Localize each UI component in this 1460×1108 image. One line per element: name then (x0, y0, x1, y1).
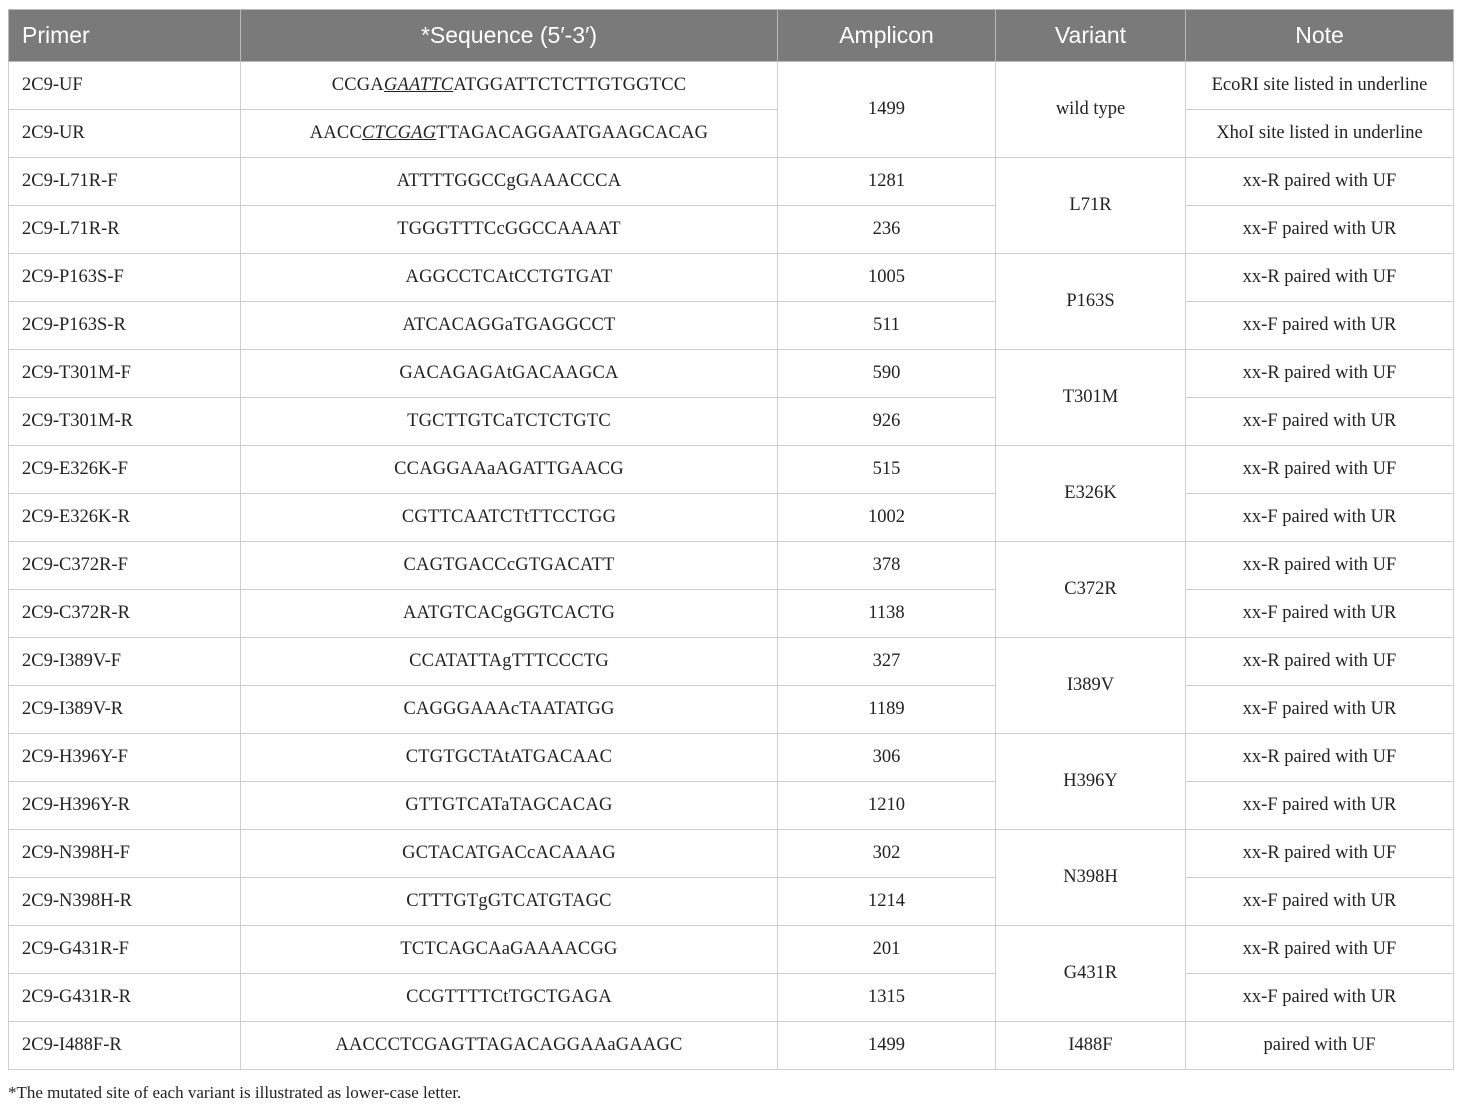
primer-cell: 2C9-UR (9, 110, 241, 158)
table-row (9, 398, 1454, 446)
primer-cell: 2C9-C372R-F (9, 542, 241, 590)
amplicon-cell: 1315 (778, 974, 996, 1022)
table-row (9, 494, 1454, 542)
primer-cell: 2C9-L71R-F (9, 158, 241, 206)
note-cell: xx-R paired with UF (1186, 446, 1454, 494)
table-row (9, 254, 1454, 302)
note-cell: EcoRI site listed in underline (1186, 62, 1454, 110)
sequence-prefix: CCGA (331, 75, 384, 95)
primer-cell: 2C9-N398H-F (9, 830, 241, 878)
variant-cell: I488F (996, 1022, 1186, 1070)
amplicon-cell: 201 (778, 926, 996, 974)
variant-cell: I389V (996, 638, 1186, 734)
sequence-cell: TGGGTTTCcGGCCAAAAT (241, 206, 778, 254)
amplicon-cell: 306 (778, 734, 996, 782)
note-cell: xx-F paired with UR (1186, 974, 1454, 1022)
note-cell: XhoI site listed in underline (1186, 110, 1454, 158)
sequence-cell: TCTCAGCAaGAAAACGG (241, 926, 778, 974)
sequence-cell: ATTTTGGCCgGAAACCCA (241, 158, 778, 206)
table-row (9, 206, 1454, 254)
amplicon-cell: 590 (778, 350, 996, 398)
primer-cell: 2C9-P163S-F (9, 254, 241, 302)
amplicon-cell: 1138 (778, 590, 996, 638)
amplicon-cell: 327 (778, 638, 996, 686)
note-cell: paired with UF (1186, 1022, 1454, 1070)
amplicon-cell: 1499 (778, 1022, 996, 1070)
sequence-cell: CAGGGAAAcTAATATGG (241, 686, 778, 734)
restriction-site: GAATTC (383, 75, 454, 95)
table-row (9, 638, 1454, 686)
variant-cell: N398H (996, 830, 1186, 926)
amplicon-cell: 302 (778, 830, 996, 878)
sequence-cell: CTGTGCTAtATGACAAC (241, 734, 778, 782)
primer-cell: 2C9-T301M-F (9, 350, 241, 398)
amplicon-cell: 1002 (778, 494, 996, 542)
table-row (9, 542, 1454, 590)
sequence-suffix: TTAGACAGGAATGAAGCACAG (436, 123, 709, 143)
primer-cell: 2C9-I389V-F (9, 638, 241, 686)
sequence-cell: GTTGTCATaTAGCACAG (241, 782, 778, 830)
variant-cell: C372R (996, 542, 1186, 638)
primer-table (8, 9, 1454, 1070)
header-note: Note (1186, 10, 1454, 62)
primer-cell: 2C9-N398H-R (9, 878, 241, 926)
note-cell: xx-F paired with UR (1186, 206, 1454, 254)
sequence-suffix: ATGGATTCTCTTGTGGTCC (453, 75, 687, 95)
sequence-cell: AACCCTCGAGTTAGACAGGAAaGAAGC (241, 1022, 778, 1070)
note-cell: xx-F paired with UR (1186, 878, 1454, 926)
note-cell: xx-R paired with UF (1186, 158, 1454, 206)
primer-cell: 2C9-H396Y-F (9, 734, 241, 782)
note-cell: xx-R paired with UF (1186, 254, 1454, 302)
note-cell: xx-F paired with UR (1186, 782, 1454, 830)
table-row (9, 782, 1454, 830)
sequence-cell: CGTTCAATCTtTTCCTGG (241, 494, 778, 542)
amplicon-cell: 236 (778, 206, 996, 254)
note-cell: xx-R paired with UF (1186, 542, 1454, 590)
amplicon-cell: 1214 (778, 878, 996, 926)
variant-cell: wild type (996, 62, 1186, 158)
note-cell: xx-F paired with UR (1186, 494, 1454, 542)
primer-cell: 2C9-UF (9, 62, 241, 110)
variant-cell: P163S (996, 254, 1186, 350)
table-row (9, 974, 1454, 1022)
note-cell: xx-R paired with UF (1186, 830, 1454, 878)
note-cell: xx-R paired with UF (1186, 926, 1454, 974)
table-row (9, 830, 1454, 878)
header-primer: Primer (9, 10, 241, 62)
sequence-cell: CCATATTAgTTTCCCTG (241, 638, 778, 686)
table-row (9, 62, 1454, 110)
amplicon-cell: 1005 (778, 254, 996, 302)
amplicon-cell: 378 (778, 542, 996, 590)
primer-cell: 2C9-G431R-F (9, 926, 241, 974)
table-row (9, 110, 1454, 158)
sequence-cell: AATGTCACgGGTCACTG (241, 590, 778, 638)
sequence-cell (241, 110, 778, 158)
variant-cell: G431R (996, 926, 1186, 1022)
sequence-cell: CAGTGACCcGTGACATT (241, 542, 778, 590)
table-row (9, 350, 1454, 398)
variant-cell: L71R (996, 158, 1186, 254)
note-cell: xx-R paired with UF (1186, 638, 1454, 686)
restriction-site: CTCGAG (362, 123, 437, 143)
table-row (9, 1022, 1454, 1070)
header-amplicon: Amplicon (778, 10, 996, 62)
sequence-cell: GCTACATGACcACAAAG (241, 830, 778, 878)
amplicon-cell: 511 (778, 302, 996, 350)
variant-cell: E326K (996, 446, 1186, 542)
table-row (9, 734, 1454, 782)
table-row (9, 686, 1454, 734)
header-row (9, 10, 1454, 62)
sequence-cell: CCAGGAAaAGATTGAACG (241, 446, 778, 494)
table-row (9, 302, 1454, 350)
sequence-cell: CCGTTTTCtTGCTGAGA (241, 974, 778, 1022)
primer-cell: 2C9-I488F-R (9, 1022, 241, 1070)
note-cell: xx-F paired with UR (1186, 590, 1454, 638)
sequence-prefix: AACC (309, 123, 362, 143)
note-cell: xx-R paired with UF (1186, 734, 1454, 782)
sequence-cell: CTTTGTgGTCATGTAGC (241, 878, 778, 926)
table-row (9, 590, 1454, 638)
sequence-cell: ATCACAGGaTGAGGCCT (241, 302, 778, 350)
variant-cell: H396Y (996, 734, 1186, 830)
amplicon-cell: 1210 (778, 782, 996, 830)
primer-cell: 2C9-L71R-R (9, 206, 241, 254)
header-sequence: *Sequence (5′-3′) (241, 10, 778, 62)
amplicon-cell: 926 (778, 398, 996, 446)
table-row (9, 926, 1454, 974)
note-cell: xx-F paired with UR (1186, 686, 1454, 734)
primer-cell: 2C9-P163S-R (9, 302, 241, 350)
table-row (9, 446, 1454, 494)
sequence-cell (241, 62, 778, 110)
header-variant: Variant (996, 10, 1186, 62)
primer-cell: 2C9-H396Y-R (9, 782, 241, 830)
variant-cell: T301M (996, 350, 1186, 446)
note-cell: xx-F paired with UR (1186, 302, 1454, 350)
primer-cell: 2C9-E326K-F (9, 446, 241, 494)
primer-cell: 2C9-T301M-R (9, 398, 241, 446)
primer-cell: 2C9-I389V-R (9, 686, 241, 734)
amplicon-cell: 1499 (778, 62, 996, 158)
sequence-cell: GACAGAGAtGACAAGCA (241, 350, 778, 398)
primer-cell: 2C9-E326K-R (9, 494, 241, 542)
table-row (9, 878, 1454, 926)
amplicon-cell: 515 (778, 446, 996, 494)
primer-cell: 2C9-G431R-R (9, 974, 241, 1022)
amplicon-cell: 1189 (778, 686, 996, 734)
table-row (9, 158, 1454, 206)
primer-cell: 2C9-C372R-R (9, 590, 241, 638)
note-cell: xx-R paired with UF (1186, 350, 1454, 398)
sequence-cell: AGGCCTCAtCCTGTGAT (241, 254, 778, 302)
note-cell: xx-F paired with UR (1186, 398, 1454, 446)
sequence-cell: TGCTTGTCaTCTCTGTC (241, 398, 778, 446)
table-footnote: *The mutated site of each variant is illustrated as lower-case letter. (8, 1083, 462, 1102)
amplicon-cell: 1281 (778, 158, 996, 206)
